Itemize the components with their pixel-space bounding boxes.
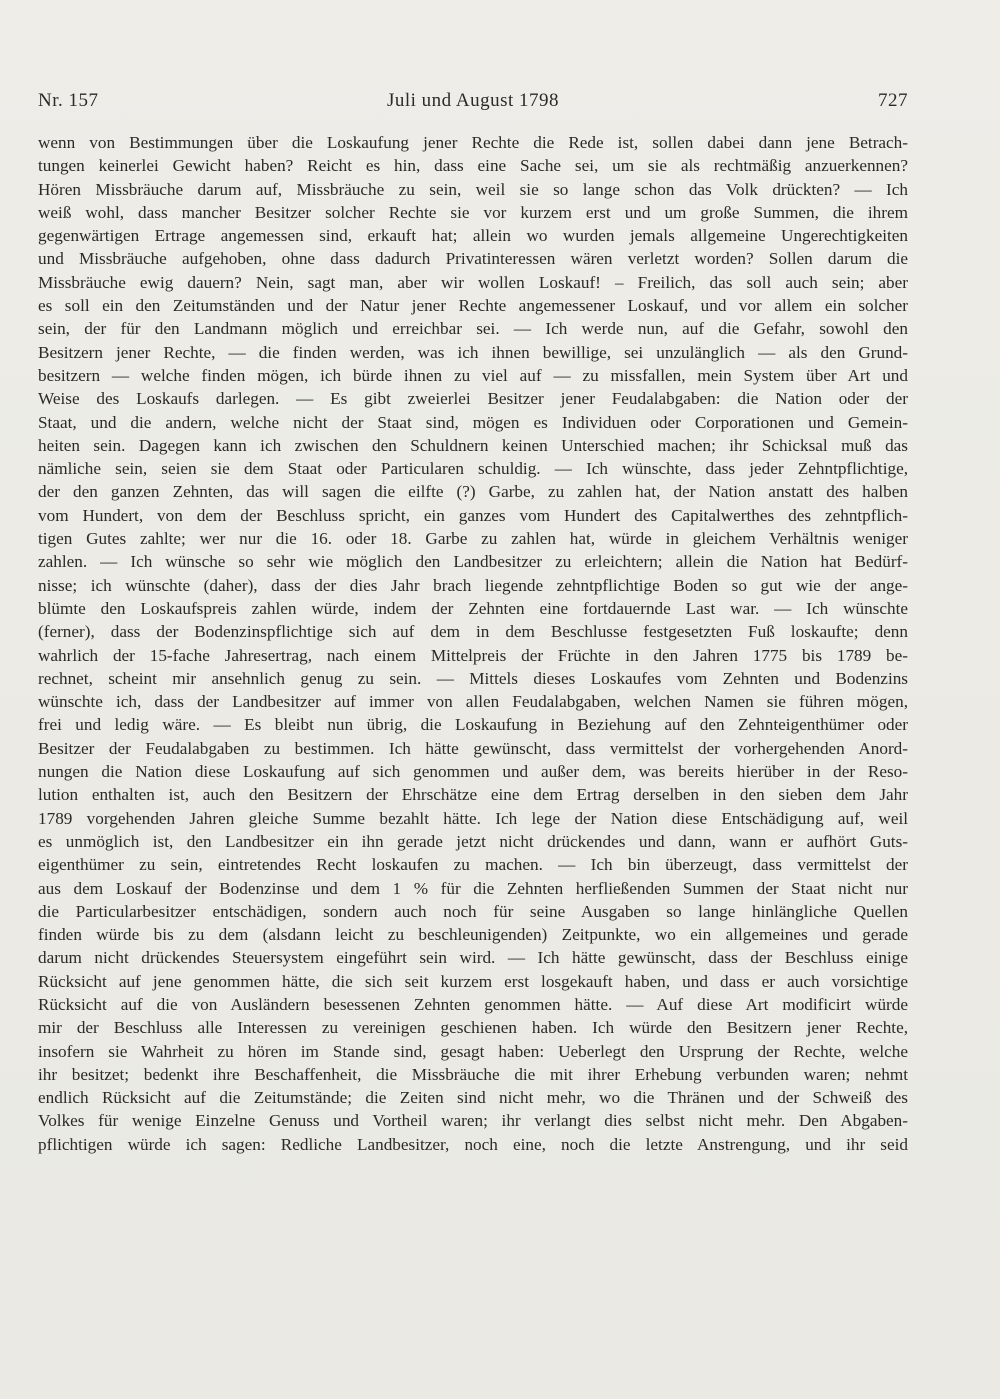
text-line: (ferner), dass der Bodenzinspflichtige sich auf dem in dem Beschlusse festgesetzten Fuß loskaufte; denn <box>38 622 908 642</box>
text-line: es unmöglich ist, den Landbesitzer ein ihn gerade jetzt nicht drückendes und dann, wann er aufhört Guts- <box>38 831 908 851</box>
text-line: besitzern — welche finden mögen, ich bürde ihnen zu viel auf — zu missfallen, mein System über Art und <box>38 365 908 385</box>
text-line: Staat, und die andern, welche nicht der Staat sind, mögen es Individuen oder Corporationen und Gemein- <box>38 412 908 432</box>
text-line: sein, der für den Landmann möglich und erreichbar sei. — Ich werde nun, auf die Gefahr, sowohl den <box>38 319 908 339</box>
text-line: darum nicht drückendes Steuersystem eingeführt sein wird. — Ich hätte gewünscht, dass der Beschluss einige <box>38 948 908 968</box>
text-line: Rücksicht auf die von Ausländern besessenen Zehnten genommen hätte. — Auf diese Art modificirt würde <box>38 994 908 1014</box>
text-line: nungen die Nation diese Loskaufung auf sich genommen und außer dem, was bereits hierüber in der Reso- <box>38 762 908 782</box>
page-header <box>38 90 908 116</box>
text-line: heiten sein. Dagegen kann ich zwischen den Schuldnern keinen Unterschied machen; ihr Schicksal muß das <box>38 435 908 455</box>
text-line: rechnet, scheint mir ansehnlich genug zu sein. — Mittels dieses Loskaufes vom Zehnten und Bodenzins <box>38 668 908 688</box>
text-line: mir der Beschluss alle Interessen zu vereinigen geschienen haben. Ich würde den Besitzern jener Rechte, <box>38 1018 908 1038</box>
text-line: endlich Rücksicht auf die Zeitumstände; die Zeiten sind nicht mehr, wo die Thränen und der Schweiß des <box>38 1088 908 1108</box>
text-line: es soll ein den Zeitumständen und der Natur jener Rechte angemessener Loskauf, und vor allem ein solcher <box>38 296 908 316</box>
text-line: wünschte ich, dass der Landbesitzer auf immer von allen Feudalabgaben, welchen Namen sie führen mögen, <box>38 692 908 712</box>
text-line: insofern sie Wahrheit zu hören im Stande sind, gesagt haben: Ueberlegt den Ursprung der Rechte, welche <box>38 1041 908 1061</box>
text-line: gegenwärtigen Ertrage angemessen sind, erkauft hat; allein wo wurden jemals allgemeine Ungerechtigkeiten <box>38 226 908 246</box>
text-line: die Particularbesitzer entschädigen, sondern auch noch für seine Ausgaben so lange hinlängliche Quellen <box>38 901 908 921</box>
text-line: Volkes für wenige Einzelne Genuss und Vortheil waren; ihr verlangt dies selbst nicht mehr. Den Abgaben- <box>38 1111 908 1131</box>
text-line: ihr besitzet; bedenkt ihre Beschaffenheit, die Missbräuche die mit ihrer Erhebung verbunden waren; nehmt <box>38 1064 908 1084</box>
text-line: pflichtigen würde ich sagen: Redliche Landbesitzer, noch eine, noch die letzte Anstrengung, und ihr seid <box>38 1134 908 1154</box>
text-line: Besitzern jener Rechte, — die finden werden, was ich ihnen bewillige, sei unzulänglich — als den Grund- <box>38 342 908 362</box>
text-line: wenn von Bestimmungen über die Loskaufung jener Rechte die Rede ist, sollen dabei dann jene Betrach- <box>38 133 908 152</box>
text-line: weiß wohl, dass mancher Besitzer solcher Rechte sie vor kurzem erst und um große Summen, die ihrem <box>38 202 908 222</box>
text-line: Hören Missbräuche darum auf, Missbräuche zu sein, weil sie so lange schon das Volk drückten? — Ich <box>38 179 908 199</box>
text-line: finden würde bis zu dem (alsdann leicht zu beschleunigenden) Zeitpunkte, wo ein allgemeines und gerade <box>38 925 908 945</box>
text-line: tigen Gutes zahlte; wer nur die 16. oder 18. Garbe zu zahlen hat, würde in gleichem Verhältnis weniger <box>38 529 908 549</box>
text-line: Weise des Loskaufs darlegen. — Es gibt zweierlei Besitzer jener Feudalabgaben: die Nation oder der <box>38 389 908 409</box>
text-line: nämliche sein, seien sie dem Staat oder Particularen schuldig. — Ich wünschte, dass jeder Zehntpflichtige, <box>38 459 908 479</box>
text-line: frei und ledig wäre. — Es bleibt nun übrig, die Loskaufung in Beziehung auf den Zehnteigenthümer oder <box>38 715 908 735</box>
text-line: lution enthalten ist, auch den Besitzern der Ehrschätze eine dem Ertrag derselben in den sieben dem Jahr <box>38 785 908 805</box>
text-line: blümte den Loskaufspreis zahlen würde, indem der Zehnten eine fortdauernde Last war. — Ich wünschte <box>38 598 908 618</box>
text-line: 1789 vorgehenden Jahren gleiche Summe bezahlt hätte. Ich lege der Nation diese Entschädigung auf, weil <box>38 808 908 828</box>
text-line: wahrlich der 15-fache Jahresertrag, nach einem Mittelpreis der Früchte in den Jahren 1775 bis 1789 be- <box>38 645 908 665</box>
text-line: Rücksicht auf jene genommen hätte, die sich seit kurzem erst losgekauft haben, und dass er auch vorsichtige <box>38 971 908 991</box>
text-line: tungen keinerlei Gewicht haben? Reicht es hin, dass eine Sache sei, um sie als rechtmäßig anzuerkennen? <box>38 156 908 176</box>
issue-number: Nr. 157 <box>38 90 99 111</box>
text-line: aus dem Loskauf der Bodenzinse und dem 1 % für die Zehnten herfließenden Summen der Staat nicht nur <box>38 878 908 898</box>
text-line: Missbräuche ewig dauern? Nein, sagt man, aber wir wollen Loskauf! – Freilich, das soll auch sein; aber <box>38 272 908 292</box>
text-line: Besitzer der Feudalabgaben zu bestimmen. Ich hätte gewünscht, dass vermittelst der vorhergehenden Anord- <box>38 738 908 758</box>
text-line: und Missbräuche aufgehoben, ohne dass dadurch Privatinteressen wären verletzt worden? Sollen darum die <box>38 249 908 269</box>
running-title: Juli und August 1798 <box>386 90 560 111</box>
page-number: 727 <box>878 90 908 111</box>
text-line: nisse; ich wünschte (daher), dass der dies Jahr brach liegende zehntpflichtige Boden so gut wie der ange- <box>38 575 908 595</box>
text-line: zahlen. — Ich wünsche so sehr wie möglich den Landbesitzer zu erleichtern; allein die Nation hat Bedürf- <box>38 552 908 572</box>
text-line: eigenthümer zu sein, eintretendes Recht loskaufen zu machen. — Ich bin überzeugt, dass vermittelst der <box>38 855 908 875</box>
text-line: vom Hundert, von dem der Beschluss spricht, ein ganzes vom Hundert des Capitalwerthes des zehntpflich- <box>38 505 908 525</box>
body-text <box>38 131 908 1156</box>
text-line: der den ganzen Zehnten, das will sagen die eilfte (?) Garbe, zu zahlen hat, der Nation anstatt des halben <box>38 482 908 502</box>
